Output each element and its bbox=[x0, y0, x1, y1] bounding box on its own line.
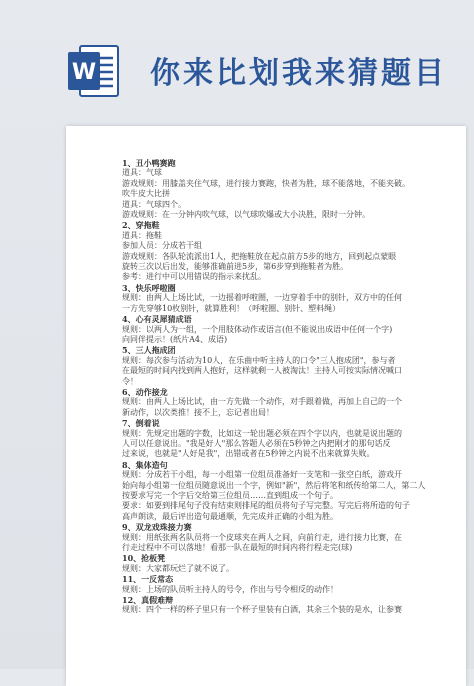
document-line: 旋转三次以后出发，能够准确前进5步，第6步穿到拖鞋者为胜。 bbox=[122, 262, 349, 272]
document-line: 过来说，也就是"人好是我"，出错或者在5秒钟之内说不出来就算失败。 bbox=[122, 449, 375, 459]
document-line: 7、倒着说 bbox=[122, 418, 160, 429]
page-title: 你来比划我来猜题目 bbox=[150, 56, 447, 91]
document-line: 5、三人拖成团 bbox=[122, 345, 176, 356]
document-line: 规则：上场的队员听主持人的号令，作出与号令相反的动作！ bbox=[122, 584, 338, 594]
document-line: 规则：以两人为一组，一个用肢体动作或语言(但不能说出成语中任何一个字) bbox=[122, 324, 393, 334]
document-line: 人可以任意说出。"我是好人"那么答题人必须在5秒钟之内把刚才的那句话反 bbox=[122, 438, 391, 448]
header bbox=[0, 0, 474, 118]
document-line: 11、一反常态 bbox=[122, 574, 174, 585]
document-line: 令！ bbox=[122, 376, 138, 386]
document-line: 规则：大家都玩烂了就不说了。 bbox=[122, 563, 234, 573]
document-line: 12、真假难辩 bbox=[122, 595, 174, 606]
document-line: 2、穿拖鞋 bbox=[122, 220, 160, 231]
document-line: 规则：由两人上场比试，一边摇着呼啦圈，一边穿着手中的别针，双方中的任何 bbox=[122, 293, 402, 303]
document-line: 8、集体造句 bbox=[122, 459, 168, 470]
document-line: 4、心有灵犀猜成语 bbox=[122, 314, 192, 325]
document-line: 规则：由两人上场比试，由一方先做一个动作，对手跟着做，再加上自己的一个 bbox=[122, 397, 402, 407]
document-line: 规则：先规定出题的字数，比如这一轮出题必须在四个字以内，也就是说出题的 bbox=[122, 428, 402, 438]
document-body bbox=[122, 158, 434, 616]
document-line: 9、双龙戏珠接力赛 bbox=[122, 522, 192, 533]
document-line: 道具：气球四个。 bbox=[122, 199, 186, 209]
document-line: 规则：分成若干小组，每一小组第一位组员准备好一支笔和一张空白纸，游戏开 bbox=[122, 470, 402, 480]
document-line: 要求：如要到排尾句子没有结束则排尾的组员将句子写完整。写完后将所造的句子 bbox=[122, 501, 410, 511]
document-line: 道具：拖鞋 bbox=[122, 230, 162, 240]
word-logo-letter: W bbox=[71, 60, 97, 85]
document-page bbox=[66, 126, 466, 686]
document-line: 游戏规则：用膝盖夹住气球，进行接力赛跑，快者为胜，球不能落地，不能夹破。 bbox=[122, 178, 410, 188]
document-line: 吹牛皮大比拼 bbox=[122, 189, 170, 199]
document-line: 规则：四个一样的杯子里只有一个杯子里装有白酒，其余三个装的是水，让参赛 bbox=[122, 605, 402, 615]
document-line: 参加人员：分成若干组 bbox=[122, 241, 202, 251]
document-line: 规则：每次参与活动为10人，在乐曲中听主持人的口令"三人抱成团"，参与者 bbox=[122, 355, 396, 365]
document-line: 道具：气球 bbox=[122, 168, 162, 178]
document-line: 10、抢板凳 bbox=[122, 553, 166, 564]
document-line: 向同伴提示！(纸片A4、成语) bbox=[122, 334, 228, 344]
document-line: 新动作，以次类推！接不上，忘记者出局！ bbox=[122, 407, 274, 417]
document-line: 游戏规则：各队轮流派出1人，把拖鞋放在起点前方5步的地方，回到起点蒙眼 bbox=[122, 251, 397, 261]
document-line: 6、动作接龙 bbox=[122, 386, 168, 397]
document-line: 高声朗读，最后评出造句最通顺，先完成并正确的小组为胜。 bbox=[122, 511, 338, 521]
document-line: 游戏规则：在一分钟内吹气球，以气球吹爆或大小决胜，限时一分钟。 bbox=[122, 210, 370, 220]
document-line: 在最短的时间内找到两人抱好，这样就剩一人被淘汰！主持人可按实际情况喊口 bbox=[122, 366, 402, 376]
document-line: 规则：用纸张两名队员将一个皮球夹在两人之间，向前行走，进行接力比赛，在 bbox=[122, 532, 402, 542]
document-line: 参考：进行中可以用错误的指示来扰乱。 bbox=[122, 272, 266, 282]
word-doc-icon bbox=[66, 42, 122, 100]
document-line: 行走过程中不可以落地！看那一队在最短的时间内将行程走完(球) bbox=[122, 543, 353, 553]
document-line: 1、丑小鸭赛跑 bbox=[122, 158, 176, 168]
document-line: 按要求写完一个字后交给第三位组员……直到组成一个句子。 bbox=[122, 491, 338, 500]
document-line: 3、快乐呼啦圈 bbox=[122, 282, 176, 293]
document-line: 始向每小组第一位组员随意说出一个字，例如"新"，然后将笔和纸传给第二人，第二人 bbox=[122, 480, 426, 490]
document-line: 一方先穿够10枚别针，就算胜利！（呼啦圈、别针、塑料绳） bbox=[122, 303, 341, 313]
